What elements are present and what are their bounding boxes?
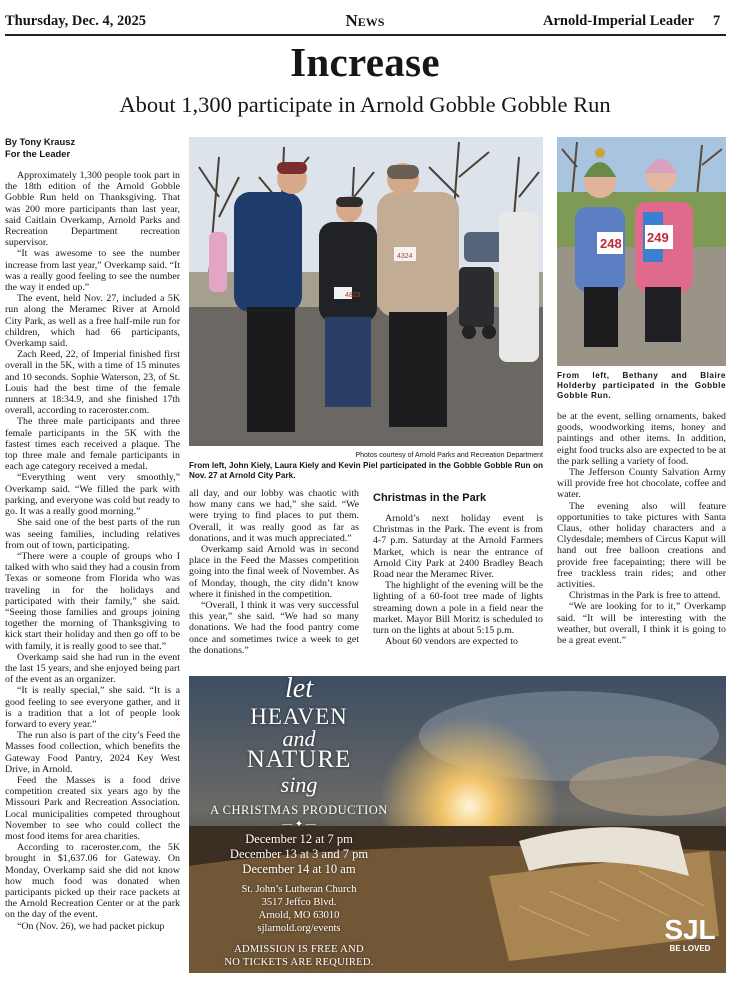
subheadline: About 1,300 participate in Arnold Gobble Gobble Run	[119, 92, 611, 117]
bib-number: 248	[600, 236, 622, 251]
ad-admission	[199, 943, 399, 969]
ad-address	[199, 883, 399, 935]
ad-church: St. John’s Lutheran Church	[241, 884, 357, 895]
byline	[5, 136, 180, 160]
ad-date: December 12 at 7 pm	[245, 832, 353, 846]
section-heading: Christmas in the Park	[373, 492, 487, 504]
bib-number: 249	[647, 230, 669, 245]
paragraph: be at the event, selling ornaments, baked goods, woodworking items, honey and paintings and other items. In addition, eight food trucks also are expected to be at the park selling a variety of food.	[557, 411, 726, 467]
paragraph: The three male participants and three female participants in the 5K with the fastest times each received a plaque. The top three male and female participants in each age category received a medal.	[5, 416, 180, 473]
paragraph: Overkamp said Arnold was in second place in the Feed the Masses competition going into the final week of November. As of Monday, though, the city didn’t know where it finished in the competition.	[189, 544, 359, 600]
paragraph: Zach Reed, 22, of Imperial finished first overall in the 5K, with a time of 15 minutes and 10 seconds. Sophie Waterson, 23, of St. Louis had the best time of the female runners at 18:34.9, and she finished 17th overall, according to raceroster.com.	[5, 349, 180, 417]
photo-credit: Photos courtesy of Arnold Parks and Recreation Department	[355, 452, 543, 459]
ad-date: December 13 at 3 and 7 pm	[229, 847, 369, 861]
paragraph: “It is really special,” she said. “It is a good feeling to see everyone gather, and it is a tradition that a lot of people look forward to every year.”	[5, 685, 180, 730]
paragraph: “We are looking for to it,” Overkamp said. “It will be interesting with the weather, but overall, I think it is going to be a great event.”	[557, 601, 726, 647]
paragraph: According to raceroster.com, the 5K brought in $1,637.06 for Gateway. On Monday, Overkamp said she did not know how much food was donated when participants picked up their race packets at the Arnold Recreation Center or at the park on the day of the event.	[5, 842, 180, 921]
header-rule	[5, 34, 726, 36]
paragraph: The event, held Nov. 27, included a 5K run along the Meramec River at Arnold City Park, as well as a free half-mile run for children, which had 66 participants, Overkamp said.	[5, 293, 180, 350]
paragraph: “It was awesome to see the number increase from last year,” Overkamp said. “It was a really good feeling to see the number the way it ended up.”	[5, 248, 180, 294]
ad-date: December 14 at 10 am	[242, 862, 356, 876]
bib-number: 4823	[345, 292, 361, 299]
ad-divider: — ✦ —	[282, 819, 316, 830]
paragraph: “There were a couple of groups who I talked with who said they had a cousin from Texas or someone from Florida who was traveling in for the holidays and participated with their family,” she said. “Seeing those families and groups joining together the morning of Thanksgiving to kick start their holiday and then go off to be with family, it is really good to see that.”	[5, 550, 180, 652]
ad-production: A CHRISTMAS PRODUCTION	[210, 803, 388, 817]
page-number: 7	[713, 13, 721, 29]
headline: Increase	[290, 39, 440, 85]
paragraph: The highlight of the evening will be the lighting of a 60-foot tree made of lights streaming down a pole in a field near the market. Mayor Bill Moritz is scheduled to turn on the lights at about 5:15 p.m.	[373, 580, 543, 637]
newspaper-name: Arnold-Imperial Leader	[543, 13, 695, 29]
paragraph: About 60 vendors are expected to	[385, 636, 518, 648]
paragraph: She said one of the best parts of the run was seeing families, including relatives from out of town, participating.	[5, 517, 180, 551]
byline-affiliation: For the Leader	[5, 148, 71, 159]
paragraph: Approximately 1,300 people took part in the 18th edition of the Arnold Gobble Gobble Run held on Thanksgiving. That was 200 more participants than last year, said Caitlain Overkamp, Arnold Parks and Recreation Department recreation supervisor.	[5, 170, 180, 249]
paragraph: The Jefferson County Salvation Army will provide free hot chocolate, coffee and water.	[557, 467, 726, 501]
article-column-1	[5, 170, 180, 975]
paragraph: The run also is part of the city’s Feed the Masses food collection, which benefits the Gateway Food Pantry, 2024 Key West Drive, in Arnold.	[5, 730, 180, 775]
article-column-3	[373, 513, 543, 668]
ad-title-heaven: HEAVEN	[250, 704, 348, 729]
sjl-logo-tagline: BE LOVED	[669, 944, 711, 953]
ad-dates	[199, 832, 399, 877]
byline-author: By Tony Krausz	[5, 136, 76, 147]
paragraph: “On (Nov. 26), we had packet pickup	[17, 920, 165, 932]
paragraph: Christmas in the Park is free to attend.	[569, 590, 721, 602]
paragraph: all day, and our lobby was chaotic with how many cans we had,” she said. “We were trying to find places to put them. Overall, it was really good as far as donations, and it was much appreciated.”	[189, 488, 359, 544]
section-label: News	[345, 11, 385, 30]
photo-illustration	[189, 137, 543, 446]
ad-admission-line: NO TICKETS ARE REQUIRED.	[224, 957, 374, 968]
christmas-production-ad	[189, 676, 726, 973]
article-column-4	[557, 411, 726, 669]
ad-title-nature: NATURE	[246, 746, 352, 773]
paragraph: Feed the Masses is a food drive competition created six years ago by the Missouri Park and Recreation Association. Local municipalities competed throughout November to see who could collect the most food items for area charities.	[5, 774, 180, 842]
photo-caption: From left, Bethany and Blaire Holderby participated in the Gobble Gobble Run.	[557, 371, 726, 400]
ad-city: Arnold, MO 63010	[258, 910, 340, 921]
ad-script-let: let	[285, 676, 313, 704]
photo-caption: From left, John Kiely, Laura Kiely and Kevin Piel participated in the Gobble Gobble Run on Nov. 27 at Arnold City Park.	[189, 461, 543, 480]
ad-script-sing: sing	[280, 772, 318, 797]
ad-script-and: and	[282, 726, 316, 751]
bib-number: 4324	[397, 253, 413, 260]
ad-street: 3517 Jeffco Blvd.	[261, 897, 337, 908]
paragraph: Arnold’s next holiday event is Christmas in the Park. The event is from 4-7 p.m. Saturday at the Arnold Farmers Market, which is near the entrance of Arnold City Park at 2400 Bradley Beach Road near the Meramec River.	[373, 513, 543, 581]
article-column-2	[189, 488, 359, 668]
ad-admission-line: ADMISSION IS FREE AND	[234, 944, 364, 955]
sjl-logo: SJL	[664, 914, 716, 945]
photo-illustration	[557, 137, 726, 366]
paragraph: The evening also will feature opportunities to take pictures with Santa Claus, other holiday characters and a Clydesdale; members of Circus Kaput will hand out free balloon creations and provide free facepainting; there will be free trackless train rides; and other activities.	[557, 500, 726, 591]
paragraph: “Everything went very smoothly,” Overkamp said. “We filled the park with parking, and everyone was cold but ready to go. It was a really good morning.”	[5, 472, 180, 518]
photo-children-runners	[557, 137, 726, 366]
paragraph: Overkamp said she had run in the event the last 15 years, and she enjoyed being part of the event as an organizer.	[5, 651, 180, 686]
paragraph: “Overall, I think it was very successful this year,” she said. “We had so many donations. We had the food pantry come once and sometimes twice a week to get the donations.”	[189, 600, 359, 656]
ad-url[interactable]: sjlarnold.org/events	[257, 923, 341, 934]
photo-adults-runners	[189, 137, 543, 446]
issue-date: Thursday, Dec. 4, 2025	[5, 13, 146, 29]
